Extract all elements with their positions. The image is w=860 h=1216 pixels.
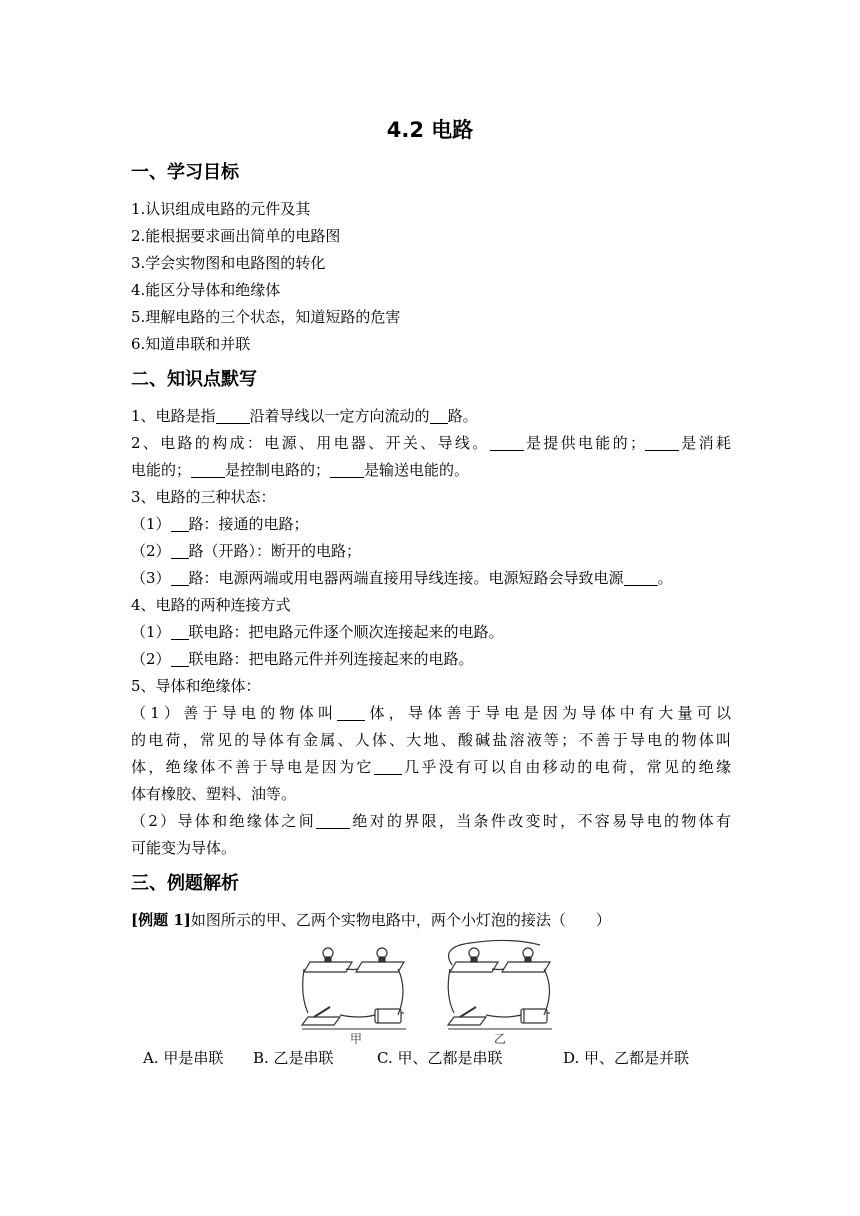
goal-item: 4.能区分导体和绝缘体 [131,281,281,299]
example-label: [例题 1] [131,911,191,929]
knowledge-line: 1、电路是指 沿着导线以一定方向流动的 路。 [131,407,478,425]
page-title: 4.2 电路 [386,118,474,142]
section-heading-knowledge: 二、知识点默写 [131,369,257,390]
fill-blank[interactable] [316,812,350,829]
circuit-jia-diagram [302,948,404,1025]
option-a[interactable]: A. 甲是串联 [143,1049,224,1067]
section-heading-examples: 三、例题解析 [131,873,239,894]
fill-blank[interactable] [624,569,658,586]
option-c[interactable]: C. 甲、乙都是串联 [377,1049,503,1067]
knowledge-line: 4、电路的两种连接方式 [131,596,291,614]
knowledge-line: （2）导体和绝缘体之间 绝对的界限，当条件改变时，不容易导电的物体有 [131,812,731,830]
circuit-yi-diagram [448,940,550,1025]
knowledge-line: （1）善于导电的物体叫 体，导体善于导电是因为导体中有大量可以 [131,704,731,722]
fill-blank[interactable] [330,461,364,478]
knowledge-line: 的电荷，常见的导体有金属、人体、大地、酸碱盐溶液等；不善于导电的物体叫 [131,731,731,749]
figure-caption-jia: 甲 [349,1032,363,1045]
knowledge-line: （2） 路（开路）：断开的电路； [131,542,362,560]
option-d[interactable]: D. 甲、乙都是并联 [563,1049,690,1067]
fill-blank[interactable] [337,704,365,721]
fill-blank[interactable] [430,407,448,424]
knowledge-line: （2） 联电路：把电路元件并列连接起来的电路。 [131,650,474,668]
goal-item: 6.知道串联和并联 [131,335,251,353]
knowledge-line: （3） 路：电源两端或用电器两端直接用导线连接。电源短路会导致电源 。 [131,569,673,587]
knowledge-line: 2、电路的构成：电源、用电器、开关、导线。 是提供电能的； 是消耗 [131,434,731,452]
fill-blank[interactable] [374,758,402,775]
fill-blank[interactable] [191,461,225,478]
fill-blank[interactable] [171,515,189,532]
circuit-figure [300,935,560,1045]
knowledge-line: 体有橡胶、塑料、油等。 [131,785,297,803]
knowledge-line: （1） 联电路：把电路元件逐个顺次连接起来的电路。 [131,623,504,641]
section-heading-goals: 一、学习目标 [131,162,239,183]
knowledge-line: 可能变为导体。 [131,839,237,857]
fill-blank[interactable] [645,434,679,451]
example-question: [例题 1]如图所示的甲、乙两个实物电路中，两个小灯泡的接法（ ） [131,911,611,929]
fill-blank[interactable] [216,407,250,424]
fill-blank[interactable] [171,623,189,640]
fill-blank[interactable] [171,542,189,559]
knowledge-line: （1） 路：接通的电路； [131,515,309,533]
goal-item: 5.理解电路的三个状态，知道短路的危害 [131,308,401,326]
goal-item: 3.学会实物图和电路图的转化 [131,254,326,272]
knowledge-line: 5、导体和绝缘体： [131,677,261,695]
fill-blank[interactable] [490,434,524,451]
knowledge-line: 电能的； 是控制电路的； 是输送电能的。 [131,461,470,479]
option-b[interactable]: B. 乙是串联 [253,1049,334,1067]
knowledge-line: 体，绝缘体不善于导电是因为它 几乎没有可以自由移动的电荷，常见的绝缘 [131,758,731,776]
goal-item: 1.认识组成电路的元件及其 [131,200,311,218]
fill-blank[interactable] [171,569,189,586]
figure-caption-yi: 乙 [493,1032,507,1045]
knowledge-line: 3、电路的三种状态： [131,488,276,506]
fill-blank[interactable] [171,650,189,667]
goal-item: 2.能根据要求画出简单的电路图 [131,227,341,245]
